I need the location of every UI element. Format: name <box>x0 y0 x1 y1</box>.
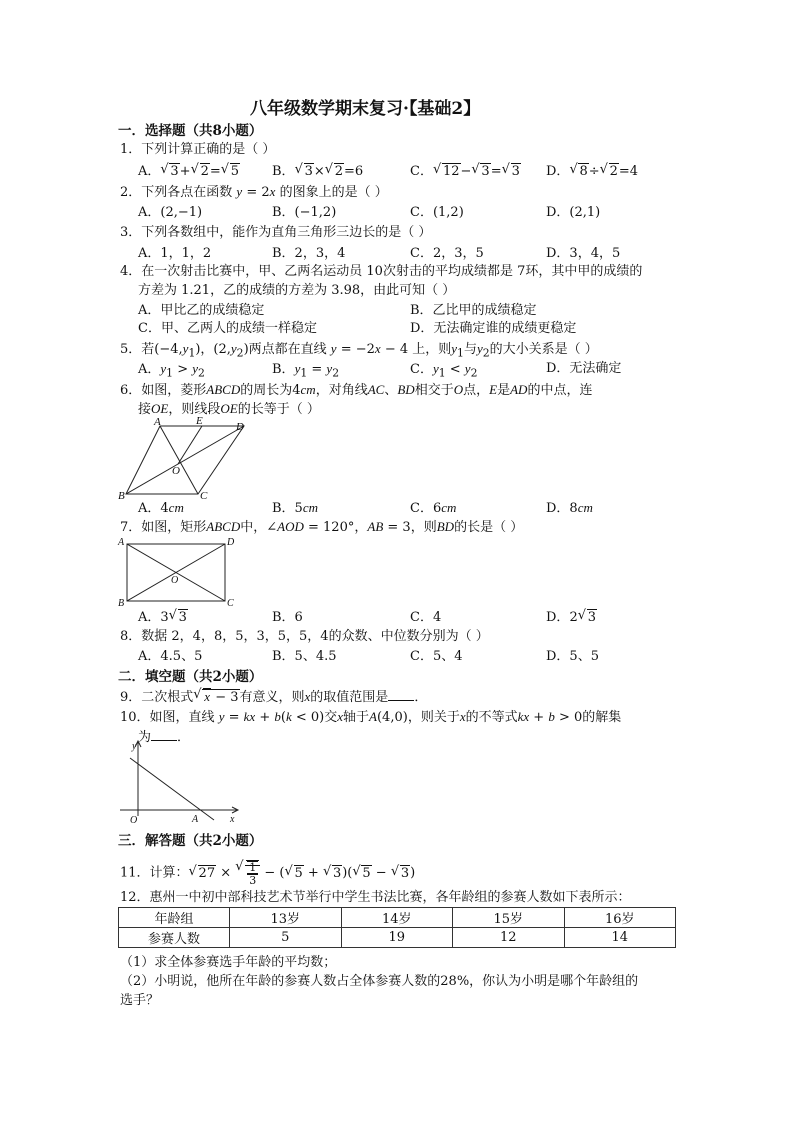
q8-option-a[interactable]: A．4.5、5 <box>138 649 203 664</box>
question-2-stem: 2．下列各点在函数 y = 2x 的图象上的是（ ） <box>120 184 388 200</box>
q4-option-c[interactable]: C．甲、乙两人的成绩一样稳定 <box>138 321 317 336</box>
question-5-stem: 5．若$(-4,y_1)$，$(2,y_2)$两点都在直线 y = −2x − 4 上，则$y_1$与$y_2$的大小关系是（ ） <box>120 341 598 360</box>
table-row-label: 参赛人数 <box>119 928 230 948</box>
q6-option-d[interactable]: D．8cm <box>546 500 593 516</box>
label-b: B <box>118 598 125 608</box>
table-row <box>119 928 676 948</box>
question-1-stem: 1．下列计算正确的是（ ） <box>120 142 276 157</box>
label-a: A <box>118 537 125 548</box>
diagonal-bd <box>126 426 244 494</box>
table-cell: 5 <box>230 928 342 948</box>
question-7-stem: 7．如图，矩形ABCD中，∠AOD = 120°，AB = 3，则BD的长是（ ） <box>120 519 524 535</box>
q6-option-b[interactable]: B．5cm <box>272 500 318 516</box>
q1-option-d[interactable]: D．√ 8÷√ 2=4 <box>546 163 638 181</box>
label-x: x <box>230 814 235 825</box>
question-12-part-2: （2）小明说，他所在年龄的参赛人数占全体参赛人数的28%，你认为小明是哪个年龄组的 <box>120 974 639 989</box>
participants-table <box>118 907 676 948</box>
question-3-stem: 3．下列各数组中，能作为直角三角形三边长的是（ ） <box>120 225 432 240</box>
question-6-stem-line1: 6．如图，菱形ABCD的周长为4cm，对角线AC、BD相交于O点，E是AD的中点，连 <box>120 382 593 398</box>
q4-option-a[interactable]: A．甲比乙的成绩稳定 <box>138 303 265 318</box>
question-12-stem: 12．惠州一中初中部科技艺术节举行中学生书法比赛，各年龄组的参赛人数如下表所示： <box>120 890 631 905</box>
label-o: O <box>130 815 138 826</box>
line-graph <box>130 758 214 820</box>
question-12-part-2-cont: 选手？ <box>120 993 160 1008</box>
question-6-stem-line2: 接OE，则线段OE的长等于（ ） <box>138 401 320 417</box>
label-c: C <box>227 598 234 608</box>
q7-option-c[interactable]: C．4 <box>410 610 442 625</box>
q5-option-a[interactable]: A．$y_1 > y_2$ <box>138 361 205 380</box>
q3-option-a[interactable]: A．1，1，2 <box>138 246 212 261</box>
q5-option-b[interactable]: B．$y_1 = y_2$ <box>272 361 340 380</box>
diagonal-ac <box>160 426 198 494</box>
label-e: E <box>196 416 203 427</box>
q3-option-d[interactable]: D．3，4，5 <box>546 246 621 261</box>
question-12-part-1: （1）求全体参赛选手年龄的平均数； <box>120 955 337 970</box>
q8-option-b[interactable]: B．5、4.5 <box>272 649 337 664</box>
label-a: A <box>154 416 161 428</box>
q1-option-a[interactable]: A．√ 3+√ 2=√ 5 <box>138 163 240 181</box>
segment-oe <box>178 426 202 464</box>
q2-option-b[interactable]: B．(−1,2) <box>272 205 337 220</box>
table-header-cell: 年龄组 <box>119 908 230 928</box>
page-title: 八年级数学期末复习·【基础2】 <box>250 99 481 119</box>
table-header-cell: 16岁 <box>564 908 676 928</box>
section-heading-solve: 三．解答题（共2小题） <box>118 833 263 849</box>
label-c: C <box>200 490 208 502</box>
q7-option-d[interactable]: D．2√ 3 <box>546 609 597 627</box>
table-header-cell: 13岁 <box>230 908 342 928</box>
q2-option-c[interactable]: C．(1,2) <box>410 205 464 220</box>
section-heading-fill: 二．填空题（共2小题） <box>118 669 263 685</box>
question-10-stem-line1: 10．如图，直线 y = kx + b(k < 0)交x轴于A(4,0)，则关于x的不等式kx + b > 0的解集 <box>120 709 622 725</box>
question-11-stem: 11．计算：√ 27 × √ $\frac{1}{3}$ − (√ 5 + √ 3)(√ 5 − √ 3) <box>120 860 415 886</box>
q1-option-b[interactable]: B．√ 3×√ 2=6 <box>272 163 363 181</box>
q6-option-c[interactable]: C．6cm <box>410 500 457 516</box>
rectangle-figure <box>114 536 244 608</box>
q2-option-a[interactable]: A．(2,−1) <box>138 205 203 220</box>
question-4-stem-line1: 4．在一次射击比赛中，甲、乙两名运动员 10次射击的平均成绩都是 7环，其中甲的成绩的 <box>120 264 643 279</box>
q3-option-c[interactable]: C．2，3，5 <box>410 246 484 261</box>
linear-graph-figure <box>116 736 246 830</box>
q4-option-b[interactable]: B．乙比甲的成绩稳定 <box>410 303 537 318</box>
q5-option-d[interactable]: D．无法确定 <box>546 361 622 376</box>
answer-blank[interactable] <box>388 688 414 701</box>
q6-option-a[interactable]: A．4cm <box>138 500 184 516</box>
q7-option-b[interactable]: B．6 <box>272 610 303 625</box>
table-header-cell: 15岁 <box>453 908 565 928</box>
q5-option-c[interactable]: C．$y_1 < y_2$ <box>410 361 478 380</box>
label-d: D <box>236 421 244 433</box>
q7-option-a[interactable]: A．3√ 3 <box>138 609 188 627</box>
table-cell: 14 <box>564 928 676 948</box>
table-header-cell: 14岁 <box>341 908 453 928</box>
q4-option-d[interactable]: D．无法确定谁的成绩更稳定 <box>410 321 577 336</box>
label-b: B <box>118 490 125 502</box>
label-a: A <box>192 814 199 825</box>
table-cell: 12 <box>453 928 565 948</box>
section-heading-choice: 一．选择题（共8小题） <box>118 123 263 139</box>
q8-option-c[interactable]: C．5、4 <box>410 649 463 664</box>
label-y: y <box>132 741 137 752</box>
label-o: O <box>171 575 179 586</box>
question-9-stem: 9．二次根式√ x − 3有意义，则x的取值范围是 ． <box>120 688 427 707</box>
q8-option-d[interactable]: D．5、5 <box>546 649 599 664</box>
q2-option-d[interactable]: D．(2,1) <box>546 205 601 220</box>
label-d: D <box>227 537 235 548</box>
label-o: O <box>172 465 180 477</box>
q1-option-c[interactable]: C．√ 12−√ 3=√ 3 <box>410 163 521 181</box>
question-10-stem-line2: 为 ． <box>138 730 191 745</box>
question-4-stem-line2: 方差为 1.21，乙的成绩的方差为 3.98，由此可知（ ） <box>138 283 456 298</box>
table-header-row <box>119 908 676 928</box>
question-8-stem: 8．数据 2，4，8，5，3，5，5，4的众数、中位数分别为（ ） <box>120 629 489 644</box>
rhombus-figure <box>114 416 254 502</box>
q3-option-b[interactable]: B．2，3，4 <box>272 246 346 261</box>
table-cell: 19 <box>341 928 453 948</box>
